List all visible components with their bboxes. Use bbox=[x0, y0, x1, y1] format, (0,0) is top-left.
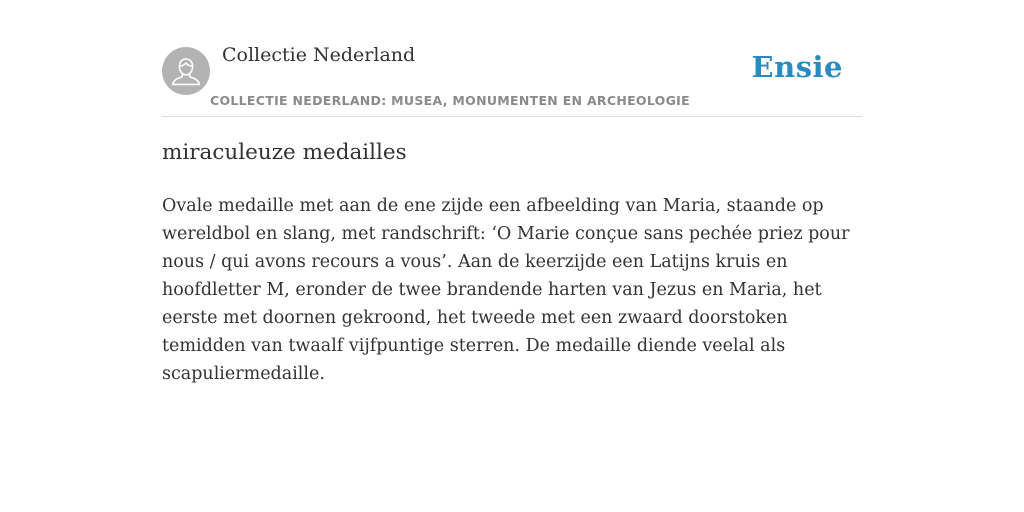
article-title: miraculeuze medailles bbox=[162, 140, 407, 165]
author-name[interactable]: Collectie Nederland bbox=[222, 44, 416, 66]
page bbox=[162, 0, 862, 512]
author-avatar[interactable] bbox=[162, 47, 210, 95]
article-body: Ovale medaille met aan de ene zijde een afbeelding van Maria, staande op wereldbol en slang, met randschrift: ‘O Marie conçue sans pechée priez pour nous / qui avons recours a vous’. Aan de keerzijde een Latijns kruis en hoofdletter M, eronder de twee brandende harten van Jezus en Maria, het eerste met doornen gekroond, het tweede met een zwaard doorstoken temidden van twaalf vijfpuntige sterren. De medaille diende veelal als scapuliermedaille. bbox=[162, 196, 850, 384]
author-header bbox=[162, 0, 862, 117]
ensie-logo[interactable]: Ensie bbox=[751, 50, 843, 84]
author-description: COLLECTIE NEDERLAND: MUSEA, MONUMENTEN EN ARCHEOLOGIE bbox=[210, 93, 690, 108]
user-silhouette-icon bbox=[162, 47, 210, 95]
